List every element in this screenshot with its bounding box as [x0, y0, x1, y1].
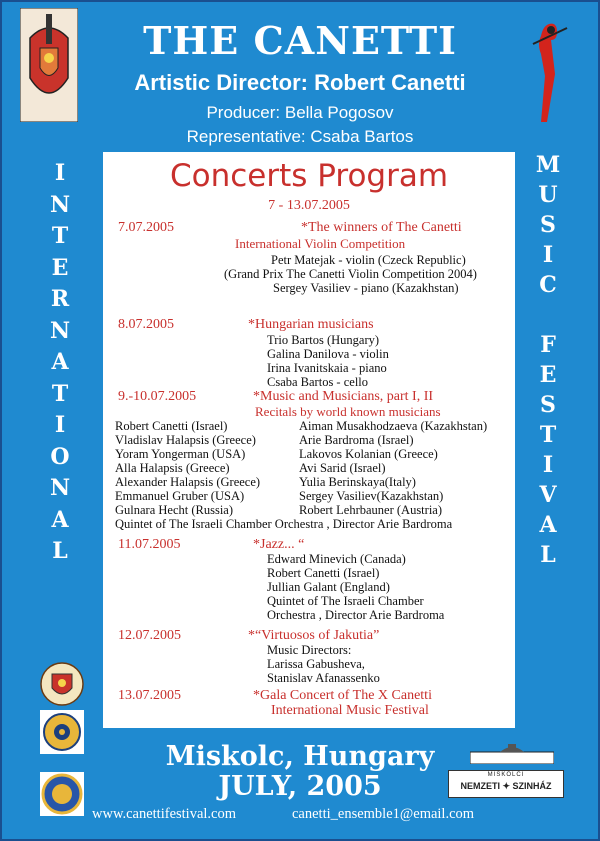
side-letter: S [540, 392, 556, 418]
concert-subtitle: International Violin Competition [235, 236, 406, 251]
side-letter [528, 300, 568, 330]
festival-month: JULY, 2005 [218, 771, 382, 802]
side-letter: I [542, 452, 554, 478]
side-letter: I [542, 242, 554, 268]
side-letter: E [539, 362, 557, 388]
performer: Edward Minevich (Canada) [267, 552, 406, 566]
theatre-name: NEMZETI ✦ SZINHÁZ [460, 781, 552, 791]
side-letter: T [539, 422, 557, 448]
email-link[interactable]: canetti_ensemble1@email.com [292, 806, 475, 822]
representative: Representative: Csaba Bartos [186, 127, 414, 146]
concert-title: *Music and Musicians, part I, II [253, 389, 434, 404]
performer: Emmanuel Gruber (USA) [115, 489, 245, 503]
performer: Sergey Vasiliev - piano (Kazakhstan) [273, 281, 459, 295]
performer: Petr Matejak - violin (Czeck Republic) [271, 253, 466, 267]
artistic-director: Artistic Director: Robert Canetti [134, 70, 466, 95]
concert-date: 12.07.2005 [118, 628, 181, 643]
performer: Orchestra , Director Arie Bardroma [267, 608, 445, 622]
side-letter: A [539, 512, 557, 538]
concert-title: *“Virtuosos of Jakutia” [248, 628, 380, 643]
concert-date: 13.07.2005 [118, 688, 181, 703]
theatre-subtitle: MISKOLCI [487, 772, 525, 778]
side-letter: F [540, 332, 556, 358]
performer-note: (Grand Prix The Canetti Violin Competition 2004) [224, 267, 477, 281]
side-letter: N [49, 191, 71, 218]
concert-date: 9.-10.07.2005 [118, 389, 197, 404]
nemzeti-szinhaz-logo [448, 770, 564, 798]
concert-subtitle: Recitals by world known musicians [255, 404, 441, 419]
concert-title: *The winners of The Canetti [301, 220, 462, 235]
side-letter: C [539, 272, 557, 298]
concert-title: *Hungarian musicians [248, 317, 374, 332]
performer: Music Directors: [267, 643, 352, 657]
side-letter: U [538, 182, 558, 208]
side-word-international [40, 158, 80, 568]
side-letter: E [51, 254, 69, 281]
performer: Sergey Vasiliev(Kazakhstan) [299, 489, 444, 503]
side-letter: N [49, 475, 71, 501]
side-letter: N [49, 317, 71, 344]
miskolc-coat-of-arms-icon [40, 662, 84, 706]
program-panel [103, 152, 515, 728]
performer: Stanislav Afanassenko [267, 671, 380, 685]
side-letter: I [54, 160, 66, 186]
concert-title: *Jazz... “ [253, 537, 305, 552]
performer: Irina Ivanitskaia - piano [267, 361, 387, 375]
performer: Yulia Berinskaya(Italy) [299, 475, 416, 489]
performer: Lakovos Kolanian (Greece) [299, 447, 438, 461]
side-letter: I [54, 412, 66, 438]
performer: Aiman Musakhodzaeva (Kazakhstan) [299, 419, 488, 433]
festival-city: Miskolc, Hungary [165, 741, 435, 772]
side-letter: O [50, 443, 70, 470]
performer: Robert Canetti (Israel) [267, 566, 380, 580]
program-dates: 7 - 13.07.2005 [268, 198, 350, 213]
performer: Jullian Galant (England) [267, 580, 390, 594]
side-letter: S [540, 212, 556, 238]
performer: Avi Sarid (Israel) [299, 461, 386, 475]
side-letter: M [535, 152, 561, 178]
performer: Vladislav Halapsis (Greece) [115, 433, 256, 447]
performer: Alexander Halapsis (Greece) [115, 475, 261, 489]
producer: Producer: Bella Pogosov [206, 103, 394, 122]
side-word-music-festival [528, 150, 568, 570]
side-letter: R [50, 286, 70, 312]
performer: Robert Lehrbauner (Austria) [299, 503, 442, 517]
performer: Gulnara Hecht (Russia) [115, 503, 234, 517]
performer: Galina Danilova - violin [267, 347, 389, 361]
performer: Alla Halapsis (Greece) [115, 461, 230, 475]
concert-subtitle: International Music Festival [271, 703, 429, 718]
performer: Arie Bardroma (Israel) [299, 433, 414, 447]
concert-title: *Gala Concert of The X Canetti [253, 688, 432, 703]
theatre-building-icon [470, 742, 554, 764]
performer: Trio Bartos (Hungary) [267, 333, 380, 347]
website-link[interactable]: www.canettifestival.com [92, 806, 237, 822]
concert-date: 11.07.2005 [118, 537, 181, 552]
side-letter: T [51, 380, 69, 407]
side-letter: L [52, 538, 68, 564]
program-title: Concerts Program [169, 158, 449, 194]
performer: Yoram Yongerman (USA) [115, 447, 246, 461]
performer: Quintet of The Israeli Chamber [267, 594, 424, 608]
performer: Larissa Gabusheva, [267, 657, 365, 671]
concert-date: 8.07.2005 [118, 317, 174, 332]
side-letter: A [51, 349, 69, 375]
side-letter: V [539, 482, 557, 508]
side-letter: L [540, 542, 556, 568]
performer: Robert Canetti (Israel) [115, 419, 228, 433]
side-letter: A [51, 506, 69, 533]
performer: Csaba Bartos - cello [267, 375, 369, 389]
performer: Quintet of The Israeli Chamber Orchestra , Director Arie Bardroma [115, 517, 453, 531]
concert-date: 7.07.2005 [118, 220, 174, 235]
festival-title: THE CANETTI [143, 18, 457, 63]
side-letter: T [51, 223, 69, 249]
